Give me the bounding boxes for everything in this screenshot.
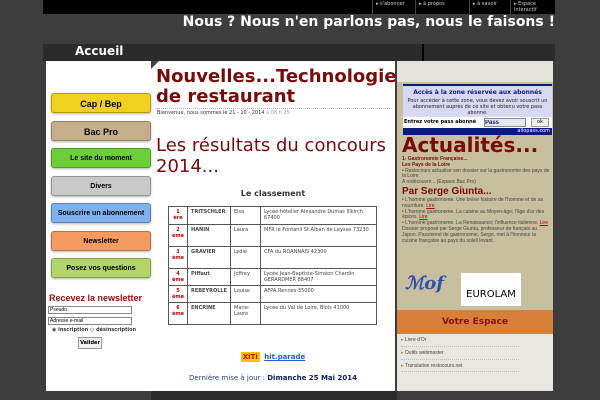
valider-button[interactable]: Valider bbox=[78, 337, 102, 349]
top-nav-bar bbox=[43, 0, 555, 14]
accueil-link[interactable]: Accueil bbox=[75, 44, 124, 58]
ok-button[interactable]: ok bbox=[531, 118, 549, 127]
nav-label: à savoir bbox=[477, 1, 497, 7]
nav-label: à propos bbox=[423, 1, 445, 7]
pseudo-input[interactable] bbox=[48, 306, 132, 314]
news-sub1: 1- Gastronomie Française... bbox=[402, 156, 468, 162]
table-row bbox=[169, 286, 377, 303]
mof-logo: ℳof bbox=[405, 273, 444, 294]
school-cell: AFPA Rennes 35000 bbox=[261, 286, 377, 303]
hitparade-link[interactable]: hit.parade bbox=[264, 353, 306, 361]
counters bbox=[151, 353, 395, 361]
lastname-cell: ENCRINE bbox=[187, 303, 230, 325]
menu-button[interactable]: Souscrire un abonnement bbox=[51, 203, 151, 223]
login-title: Accès à la zone réservée aux abonnés bbox=[413, 89, 542, 96]
newsletter-title: Recevez la newsletter bbox=[49, 293, 143, 303]
lastname-cell: TRITSCHLER bbox=[187, 207, 230, 225]
table-row bbox=[169, 303, 377, 325]
main-content bbox=[151, 61, 395, 391]
lastname-cell: GRAVIER bbox=[187, 247, 230, 269]
menu-button[interactable]: Posez vos questions bbox=[51, 258, 151, 278]
rank-cell: 2 ème bbox=[169, 225, 188, 247]
login-desc: Pour accéder à cette zone, vous devez avoir souscrit un abonnement auprès de ce site et obtenu votre pass abonné. bbox=[407, 98, 548, 116]
nav-label: Espace interactif bbox=[514, 1, 537, 13]
lire-link[interactable]: Lire bbox=[539, 220, 548, 227]
nav-label: s'abonner bbox=[380, 1, 405, 7]
firstname-cell: Elsa bbox=[231, 207, 261, 225]
radio-inscription[interactable]: ◉ bbox=[52, 327, 57, 333]
nav-espace[interactable]: ▸ Espace interactif bbox=[510, 0, 554, 14]
news-item-text: • L'homme gastronome. Une brève histoire de l'homme et de sa nourriture. bbox=[402, 196, 543, 209]
rank-cell: 4 ème bbox=[169, 269, 188, 286]
table-row bbox=[169, 247, 377, 269]
update-label: Dernière mise à jour : bbox=[189, 374, 268, 382]
news-title: Actualités... bbox=[402, 133, 539, 157]
school-cell: Lycée Jean-Baptiste-Siméon Chardin GERARDMER 88407 bbox=[261, 269, 377, 286]
article-heading: Les résultats du concours 2014... bbox=[156, 135, 386, 177]
lire-link[interactable]: Lire bbox=[426, 202, 435, 209]
espace-link[interactable]: ▸ Outils webmaster bbox=[401, 351, 519, 360]
menu-button[interactable]: Divers bbox=[51, 176, 151, 196]
rank-cell: 5 ème bbox=[169, 286, 188, 303]
rank-cell: 3 ème bbox=[169, 247, 188, 269]
school-cell: Lycée du Val de Loire, Blois 41000 bbox=[261, 303, 377, 325]
firstname-cell: Marie-Laure bbox=[231, 303, 261, 325]
rank-cell: 1 ère bbox=[169, 207, 188, 225]
right-sidebar bbox=[397, 61, 553, 391]
menu-button[interactable]: Newsletter bbox=[51, 231, 151, 251]
news-p2: A redécouvrir... (Espace Bac Pro) bbox=[402, 179, 476, 186]
last-update bbox=[151, 374, 395, 382]
news-p3: Dossier proposé par Serge Giunta, professeur de français au Japon. Passionné de gastronomie, Serge, met à l'honneur la cuisine française au pays du soleil levant. bbox=[402, 225, 538, 244]
news-item-text: • L'homme gastronome. La cuisine au Moyen-âge; l'âge d'or des épices. bbox=[402, 208, 545, 221]
pass-input[interactable] bbox=[484, 118, 526, 127]
nav-sabonner[interactable]: ▸ s'abonner bbox=[372, 0, 413, 14]
firstname-cell: Lydie bbox=[231, 247, 261, 269]
table-row bbox=[169, 225, 377, 247]
login-row bbox=[403, 117, 552, 128]
table-row bbox=[169, 207, 377, 225]
news-sub2: Les Pays de la Loire bbox=[402, 161, 451, 168]
email-input[interactable] bbox=[48, 317, 132, 325]
eurolam-text: EUROLAM bbox=[466, 289, 516, 300]
lastname-cell: Piffaut bbox=[187, 269, 230, 286]
news-item-text: • L'homme gastronome. La Renaissance; l'influence italienne. bbox=[402, 220, 539, 227]
left-sidebar bbox=[46, 61, 151, 391]
login-label: Entrez votre pass abonné bbox=[404, 119, 477, 125]
menu-button[interactable]: Bac Pro bbox=[51, 121, 151, 141]
table-row bbox=[169, 269, 377, 286]
news-author: Par Serge Giunta... bbox=[402, 185, 492, 197]
nav-apropos[interactable]: ▸ à propos bbox=[415, 0, 467, 14]
menu-button[interactable]: Cap / Bep bbox=[51, 93, 151, 113]
welcome-line bbox=[157, 110, 290, 116]
results-table bbox=[168, 206, 377, 325]
update-date: Dimanche 25 Mai 2014 bbox=[267, 374, 357, 382]
rank-cell: 6 ème bbox=[169, 303, 188, 325]
time-text: à 08 h 25 bbox=[266, 110, 290, 116]
lastname-cell: REBEYROLLE bbox=[187, 286, 230, 303]
slogan: Nous ? Nous n'en parlons pas, nous le faisons ! bbox=[182, 14, 555, 30]
lastname-cell: HANIN bbox=[187, 225, 230, 247]
eurolam-logo[interactable] bbox=[461, 273, 521, 306]
radio-desinscription[interactable]: ○ bbox=[89, 327, 95, 333]
school-cell: MFR le Fontanil St Alban de Leysse 73230 bbox=[261, 225, 377, 247]
espace-link-label: Livre d'Or bbox=[404, 337, 427, 343]
espace-link-label: Translation restocours.net bbox=[404, 362, 463, 369]
classement-title: Le classement bbox=[240, 189, 306, 198]
espace-link[interactable]: ▸ Translation restocours.net bbox=[401, 364, 519, 373]
allopass-link[interactable]: allopass.com bbox=[403, 128, 552, 135]
radio-label: inscription bbox=[58, 327, 89, 333]
firstname-cell: Joffrey bbox=[231, 269, 261, 286]
espace-link-label: Outils webmaster bbox=[404, 349, 444, 356]
xiti-logo[interactable]: XiTi bbox=[242, 353, 258, 361]
lire-link[interactable]: Lire bbox=[419, 214, 428, 221]
firstname-cell: Laura bbox=[231, 225, 261, 247]
page-title: Nouvelles...Technologie de restaurant bbox=[156, 66, 397, 107]
school-cell: CFA du ROANNAIS 42300 bbox=[261, 247, 377, 269]
school-cell: Lycée hôtelier Alexandre Dumas Illkirch 67400 bbox=[261, 207, 377, 225]
espace-link[interactable]: ▸ Livre d'Or bbox=[401, 338, 519, 347]
radio-label: désinscription bbox=[96, 327, 137, 333]
menu-button[interactable]: Le site du moment bbox=[51, 148, 151, 168]
nav-asavoir[interactable]: ▸ à savoir bbox=[469, 0, 509, 14]
bottom-bar bbox=[151, 391, 397, 400]
firstname-cell: Louise bbox=[231, 286, 261, 303]
votre-espace-title: Votre Espace bbox=[397, 310, 553, 334]
welcome-text: Bienvenue, nous sommes le 21 - 10 - 2014 bbox=[157, 110, 265, 116]
news-p1: • Restocours actualise son dossier sur la gastronomie des pays de la Loire. bbox=[402, 167, 550, 180]
